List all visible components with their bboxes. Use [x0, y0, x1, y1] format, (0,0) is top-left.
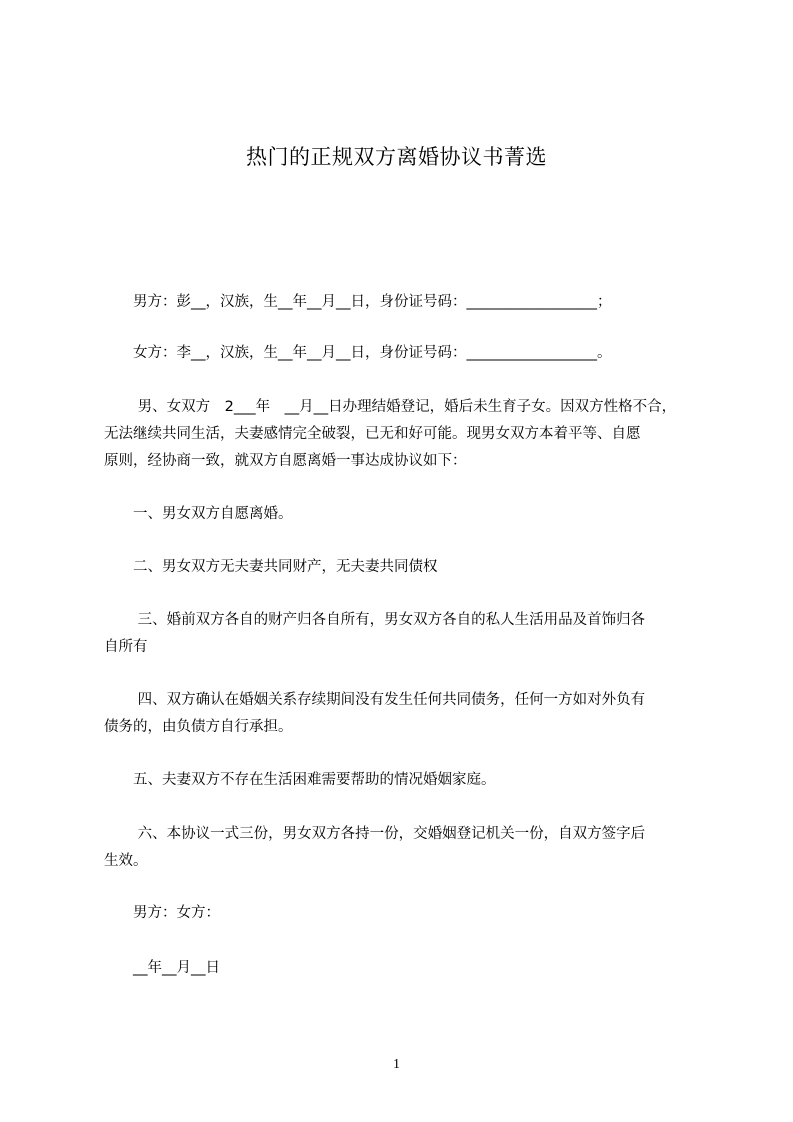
intro-line: 男、女双方 2___年 __月__日办理结婚登记，婚后未生育子女。因双方性格不合， [104, 399, 677, 415]
clause-2-line: 二、男女双方无夫妻共同财产，无夫妻共同债权 [104, 559, 438, 575]
clause-5-line: 五、夫妻双方不存在生活困难需要帮助的情况婚姻家庭。 [104, 772, 496, 788]
clause-1-line: 一、男女双方自愿离婚。 [104, 506, 293, 522]
intro-paragraph [104, 394, 704, 475]
clause-4-line: 四、双方确认在婚姻关系存续期间没有发生任何共同债务，任何一方如对外负有 [104, 692, 646, 708]
wife-info-line: 女方：李__，汉族，生__年__月__日，身份证号码：__________________。 [104, 345, 612, 361]
page-number: 1 [393, 1057, 400, 1072]
clause-4-paragraph [104, 687, 704, 741]
intro-line: 无法继续共同生活，夫妻感情完全破裂，已无和好可能。现男女双方本着平等、自愿 [104, 426, 641, 442]
signature-paragraph [104, 900, 704, 927]
intro-line: 原则，经协商一致，就双方自愿离婚一事达成协议如下： [104, 453, 467, 469]
date-paragraph [104, 955, 704, 982]
clause-6-line: 六、本协议一式三份，男女双方各持一份，交婚姻登记机关一份，自双方签字后 [104, 826, 646, 842]
document-title: 热门的正规双方离婚协议书菁选 [246, 145, 547, 169]
wife-info-paragraph [104, 340, 704, 367]
signature-line: 男方：女方： [104, 905, 220, 921]
clause-2-paragraph [104, 554, 704, 581]
clause-5-paragraph [104, 767, 704, 794]
clause-1-paragraph [104, 501, 704, 528]
clause-3-line: 三、婚前双方各自的财产归各自所有，男女双方各自的私人生活用品及首饰归各 [104, 612, 646, 628]
clause-3-paragraph [104, 607, 704, 661]
clause-6-paragraph [104, 821, 704, 875]
date-line: __年__月__日 [104, 960, 220, 976]
husband-info-paragraph [104, 289, 704, 316]
husband-info-line: 男方：彭__，汉族，生__年__月__日，身份证号码：__________________； [104, 294, 612, 310]
clause-3-line: 自所有 [104, 639, 148, 655]
clause-6-line: 生效。 [104, 853, 148, 869]
clause-4-line: 债务的，由负债方自行承担。 [104, 719, 293, 735]
